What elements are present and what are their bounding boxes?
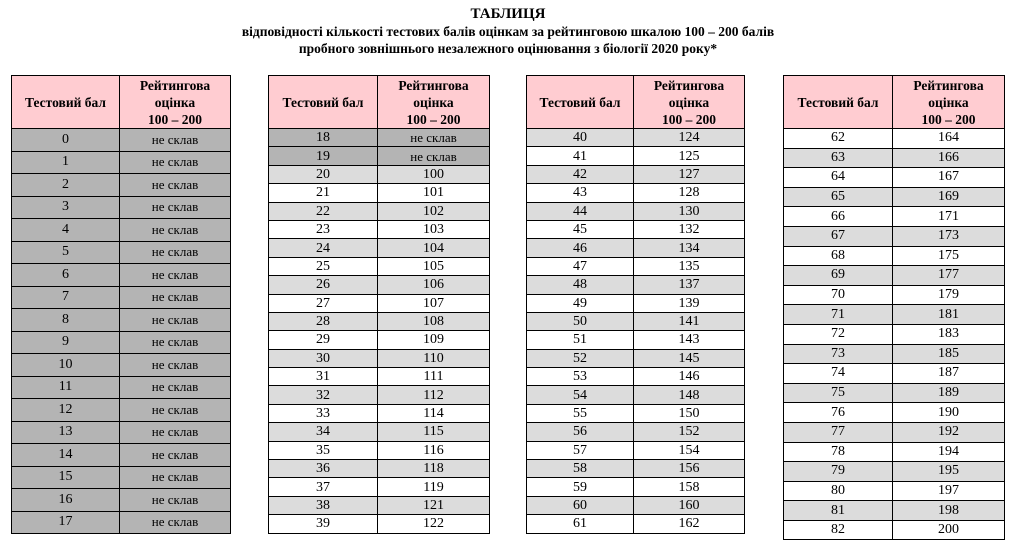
rating-score-cell: 114 xyxy=(378,404,490,422)
test-score-cell: 7 xyxy=(12,286,120,309)
rating-score-cell: 135 xyxy=(634,257,745,275)
table-row xyxy=(12,309,231,332)
table-row xyxy=(784,403,1005,423)
header-test-score: Тестовий бал xyxy=(12,76,120,129)
rating-score-cell: 177 xyxy=(893,266,1005,286)
table-row xyxy=(784,129,1005,149)
table-row xyxy=(269,368,490,386)
rating-score-cell: не склав xyxy=(378,129,490,147)
rating-score-cell: не склав xyxy=(120,286,231,309)
rating-score-cell: 141 xyxy=(634,312,745,330)
table-header-row xyxy=(784,76,1005,129)
table-row xyxy=(784,383,1005,403)
table-row xyxy=(784,148,1005,168)
table-row xyxy=(784,344,1005,364)
test-score-cell: 16 xyxy=(12,489,120,512)
test-score-cell: 53 xyxy=(527,368,634,386)
table-row xyxy=(784,364,1005,384)
test-score-cell: 23 xyxy=(269,220,378,238)
test-score-cell: 22 xyxy=(269,202,378,220)
test-score-cell: 6 xyxy=(12,264,120,287)
table-row xyxy=(12,241,231,264)
rating-score-cell: 139 xyxy=(634,294,745,312)
table-row xyxy=(784,187,1005,207)
test-score-cell: 48 xyxy=(527,276,634,294)
test-score-cell: 38 xyxy=(269,496,378,514)
test-score-cell: 54 xyxy=(527,386,634,404)
test-score-cell: 28 xyxy=(269,312,378,330)
table-row xyxy=(269,386,490,404)
table-row xyxy=(269,165,490,183)
test-score-cell: 8 xyxy=(12,309,120,332)
test-score-cell: 9 xyxy=(12,331,120,354)
test-score-cell: 12 xyxy=(12,399,120,422)
test-score-cell: 1 xyxy=(12,151,120,174)
test-score-cell: 58 xyxy=(527,460,634,478)
rating-score-cell: 110 xyxy=(378,349,490,367)
test-score-cell: 49 xyxy=(527,294,634,312)
subtitle-line-2: пробного зовнішнього незалежного оцінювання з біології 2020 року* xyxy=(298,41,718,56)
rating-score-cell: 164 xyxy=(893,129,1005,149)
rating-score-cell: 115 xyxy=(378,423,490,441)
table-row xyxy=(784,481,1005,501)
table-row xyxy=(12,489,231,512)
score-table-3 xyxy=(526,75,745,534)
test-score-cell: 33 xyxy=(269,404,378,422)
test-score-cell: 82 xyxy=(784,520,893,540)
score-table-1 xyxy=(11,75,231,534)
table-header-row xyxy=(527,76,745,129)
rating-score-cell: не склав xyxy=(378,147,490,165)
test-score-cell: 25 xyxy=(269,257,378,275)
header-test-score: Тестовий бал xyxy=(784,76,893,129)
test-score-cell: 34 xyxy=(269,423,378,441)
rating-score-cell: 183 xyxy=(893,324,1005,344)
rating-score-cell: 158 xyxy=(634,478,745,496)
rating-score-cell: 103 xyxy=(378,220,490,238)
test-score-cell: 74 xyxy=(784,364,893,384)
table-row xyxy=(527,423,745,441)
rating-score-cell: 162 xyxy=(634,515,745,533)
table-row xyxy=(269,312,490,330)
table-row xyxy=(12,286,231,309)
rating-score-cell: 127 xyxy=(634,165,745,183)
rating-score-cell: не склав xyxy=(120,511,231,534)
table-row xyxy=(269,460,490,478)
table-header-row xyxy=(12,76,231,129)
test-score-cell: 4 xyxy=(12,219,120,242)
test-score-cell: 31 xyxy=(269,368,378,386)
rating-score-cell: 100 xyxy=(378,165,490,183)
rating-score-cell: 116 xyxy=(378,441,490,459)
rating-score-cell: не склав xyxy=(120,196,231,219)
subtitle-line-1: відповідності кількості тестових балів оцінкам за рейтинговою шкалою 100 – 200 балів xyxy=(241,24,775,39)
table-row xyxy=(269,349,490,367)
table-row xyxy=(527,515,745,533)
score-table-4 xyxy=(783,75,1005,540)
table-row xyxy=(784,266,1005,286)
rating-score-cell: не склав xyxy=(120,489,231,512)
rating-score-cell: 197 xyxy=(893,481,1005,501)
rating-score-cell: 146 xyxy=(634,368,745,386)
rating-score-cell: 132 xyxy=(634,220,745,238)
table-row xyxy=(269,441,490,459)
score-table-2 xyxy=(268,75,490,534)
test-score-cell: 20 xyxy=(269,165,378,183)
test-score-cell: 43 xyxy=(527,184,634,202)
table-row xyxy=(527,257,745,275)
header-test-score: Тестовий бал xyxy=(269,76,378,129)
rating-score-cell: не склав xyxy=(120,309,231,332)
header-rating-line: оцінка xyxy=(668,94,710,110)
rating-score-cell: 102 xyxy=(378,202,490,220)
table-row xyxy=(12,399,231,422)
rating-score-cell: не склав xyxy=(120,444,231,467)
rating-score-cell: 167 xyxy=(893,168,1005,188)
header-rating-line: оцінка xyxy=(154,94,196,110)
rating-score-cell: 118 xyxy=(378,460,490,478)
header-rating-line: 100 – 200 xyxy=(148,111,202,127)
rating-score-cell: 190 xyxy=(893,403,1005,423)
test-score-cell: 71 xyxy=(784,305,893,325)
table-row xyxy=(12,354,231,377)
rating-score-cell: не склав xyxy=(120,421,231,444)
test-score-cell: 37 xyxy=(269,478,378,496)
table-row xyxy=(12,511,231,534)
rating-score-cell: не склав xyxy=(120,129,231,152)
table-row xyxy=(527,478,745,496)
test-score-cell: 46 xyxy=(527,239,634,257)
test-score-cell: 61 xyxy=(527,515,634,533)
table-row xyxy=(784,442,1005,462)
table-row xyxy=(527,202,745,220)
rating-score-cell: не склав xyxy=(120,219,231,242)
table-row xyxy=(784,226,1005,246)
header-rating-line: Рейтингова xyxy=(398,77,469,93)
test-score-cell: 11 xyxy=(12,376,120,399)
rating-score-cell: 130 xyxy=(634,202,745,220)
table-row xyxy=(12,264,231,287)
rating-score-cell: 169 xyxy=(893,187,1005,207)
header-rating-line: 100 – 200 xyxy=(921,111,976,127)
table-row xyxy=(527,386,745,404)
rating-score-cell: 148 xyxy=(634,386,745,404)
test-score-cell: 78 xyxy=(784,442,893,462)
rating-score-cell: 137 xyxy=(634,276,745,294)
test-score-cell: 80 xyxy=(784,481,893,501)
test-score-cell: 27 xyxy=(269,294,378,312)
header-rating-line: 100 – 200 xyxy=(662,111,716,127)
rating-score-cell: не склав xyxy=(120,354,231,377)
test-score-cell: 75 xyxy=(784,383,893,403)
rating-score-cell: 195 xyxy=(893,462,1005,482)
rating-score-cell: 150 xyxy=(634,404,745,422)
test-score-cell: 76 xyxy=(784,403,893,423)
table-row xyxy=(269,147,490,165)
test-score-cell: 69 xyxy=(784,266,893,286)
test-score-cell: 81 xyxy=(784,501,893,521)
rating-score-cell: 145 xyxy=(634,349,745,367)
test-score-cell: 32 xyxy=(269,386,378,404)
table-row xyxy=(269,423,490,441)
rating-score-cell: 156 xyxy=(634,460,745,478)
test-score-cell: 14 xyxy=(12,444,120,467)
rating-score-cell: не склав xyxy=(120,466,231,489)
table-row xyxy=(12,219,231,242)
header-rating-line: оцінка xyxy=(928,94,969,110)
rating-score-cell: 108 xyxy=(378,312,490,330)
rating-score-cell: 119 xyxy=(378,478,490,496)
rating-score-cell: 152 xyxy=(634,423,745,441)
table-row xyxy=(269,294,490,312)
table-row xyxy=(527,165,745,183)
rating-score-cell: не склав xyxy=(120,174,231,197)
rating-score-cell: 101 xyxy=(378,184,490,202)
test-score-cell: 41 xyxy=(527,147,634,165)
table-row xyxy=(269,404,490,422)
table-row xyxy=(527,368,745,386)
rating-score-cell: 185 xyxy=(893,344,1005,364)
table-row xyxy=(12,421,231,444)
header-rating-line: оцінка xyxy=(413,94,454,110)
table-row xyxy=(784,285,1005,305)
rating-score-cell: 171 xyxy=(893,207,1005,227)
test-score-cell: 64 xyxy=(784,168,893,188)
table-row xyxy=(12,196,231,219)
test-score-cell: 19 xyxy=(269,147,378,165)
header-rating-line: Рейтингова xyxy=(913,77,984,93)
table-row xyxy=(784,520,1005,540)
table-row xyxy=(269,184,490,202)
rating-score-cell: 125 xyxy=(634,147,745,165)
test-score-cell: 3 xyxy=(12,196,120,219)
table-row xyxy=(784,324,1005,344)
table-row xyxy=(12,466,231,489)
rating-score-cell: 128 xyxy=(634,184,745,202)
test-score-cell: 5 xyxy=(12,241,120,264)
test-score-cell: 79 xyxy=(784,462,893,482)
test-score-cell: 52 xyxy=(527,349,634,367)
rating-score-cell: 187 xyxy=(893,364,1005,384)
table-row xyxy=(527,441,745,459)
rating-score-cell: не склав xyxy=(120,241,231,264)
test-score-cell: 72 xyxy=(784,324,893,344)
table-row xyxy=(269,276,490,294)
test-score-cell: 66 xyxy=(784,207,893,227)
table-row xyxy=(269,515,490,533)
rating-score-cell: 175 xyxy=(893,246,1005,266)
rating-score-cell: 179 xyxy=(893,285,1005,305)
rating-score-cell: 173 xyxy=(893,226,1005,246)
table-row xyxy=(269,202,490,220)
header-rating-line: 100 – 200 xyxy=(406,111,461,127)
table-row xyxy=(527,294,745,312)
test-score-cell: 62 xyxy=(784,129,893,149)
header-rating-score xyxy=(120,76,231,129)
rating-score-cell: 189 xyxy=(893,383,1005,403)
test-score-cell: 44 xyxy=(527,202,634,220)
table-row xyxy=(269,129,490,147)
table-row xyxy=(527,349,745,367)
test-score-cell: 0 xyxy=(12,129,120,152)
table-row xyxy=(527,129,745,147)
table-row xyxy=(527,276,745,294)
test-score-cell: 15 xyxy=(12,466,120,489)
table-row xyxy=(784,305,1005,325)
table-row xyxy=(269,496,490,514)
rating-score-cell: 121 xyxy=(378,496,490,514)
table-row xyxy=(12,376,231,399)
table-row xyxy=(12,444,231,467)
rating-score-cell: не склав xyxy=(120,376,231,399)
rating-score-cell: 192 xyxy=(893,422,1005,442)
rating-score-cell: 112 xyxy=(378,386,490,404)
rating-score-cell: 166 xyxy=(893,148,1005,168)
table-row xyxy=(527,239,745,257)
rating-score-cell: не склав xyxy=(120,399,231,422)
table-row xyxy=(784,207,1005,227)
test-score-cell: 35 xyxy=(269,441,378,459)
test-score-cell: 50 xyxy=(527,312,634,330)
test-score-cell: 45 xyxy=(527,220,634,238)
test-score-cell: 47 xyxy=(527,257,634,275)
table-row xyxy=(269,257,490,275)
header-rating-line: Рейтингова xyxy=(139,77,211,93)
test-score-cell: 51 xyxy=(527,331,634,349)
rating-score-cell: 111 xyxy=(378,368,490,386)
rating-score-cell: 200 xyxy=(893,520,1005,540)
table-header-row xyxy=(269,76,490,129)
test-score-cell: 30 xyxy=(269,349,378,367)
test-score-cell: 57 xyxy=(527,441,634,459)
test-score-cell: 10 xyxy=(12,354,120,377)
test-score-cell: 2 xyxy=(12,174,120,197)
test-score-cell: 36 xyxy=(269,460,378,478)
table-row xyxy=(527,331,745,349)
test-score-cell: 56 xyxy=(527,423,634,441)
rating-score-cell: 160 xyxy=(634,496,745,514)
table-row xyxy=(269,220,490,238)
page-title: ТАБЛИЦЯ xyxy=(470,6,546,22)
test-score-cell: 39 xyxy=(269,515,378,533)
table-row xyxy=(12,151,231,174)
table-row xyxy=(784,462,1005,482)
test-score-cell: 18 xyxy=(269,129,378,147)
table-row xyxy=(527,147,745,165)
table-row xyxy=(12,129,231,152)
header-rating-line: Рейтингова xyxy=(653,77,725,93)
test-score-cell: 29 xyxy=(269,331,378,349)
rating-score-cell: 106 xyxy=(378,276,490,294)
rating-score-cell: 134 xyxy=(634,239,745,257)
table-row xyxy=(12,331,231,354)
table-row xyxy=(12,174,231,197)
test-score-cell: 40 xyxy=(527,129,634,147)
table-row xyxy=(527,460,745,478)
table-row xyxy=(784,501,1005,521)
table-row xyxy=(527,312,745,330)
header-rating-score xyxy=(893,76,1005,129)
rating-score-cell: 107 xyxy=(378,294,490,312)
rating-score-cell: 154 xyxy=(634,441,745,459)
test-score-cell: 26 xyxy=(269,276,378,294)
test-score-cell: 24 xyxy=(269,239,378,257)
rating-score-cell: 122 xyxy=(378,515,490,533)
rating-score-cell: 105 xyxy=(378,257,490,275)
table-row xyxy=(784,168,1005,188)
table-row xyxy=(527,220,745,238)
table-row xyxy=(269,478,490,496)
table-row xyxy=(269,239,490,257)
header-test-score: Тестовий бал xyxy=(527,76,634,129)
table-row xyxy=(269,331,490,349)
test-score-cell: 21 xyxy=(269,184,378,202)
table-row xyxy=(784,246,1005,266)
header-rating-score xyxy=(634,76,745,129)
table-row xyxy=(527,404,745,422)
table-row xyxy=(527,496,745,514)
table-row xyxy=(784,422,1005,442)
rating-score-cell: не склав xyxy=(120,151,231,174)
test-score-cell: 60 xyxy=(527,496,634,514)
rating-score-cell: не склав xyxy=(120,331,231,354)
rating-score-cell: 181 xyxy=(893,305,1005,325)
rating-score-cell: не склав xyxy=(120,264,231,287)
test-score-cell: 70 xyxy=(784,285,893,305)
rating-score-cell: 124 xyxy=(634,129,745,147)
test-score-cell: 17 xyxy=(12,511,120,534)
rating-score-cell: 198 xyxy=(893,501,1005,521)
test-score-cell: 68 xyxy=(784,246,893,266)
rating-score-cell: 143 xyxy=(634,331,745,349)
test-score-cell: 65 xyxy=(784,187,893,207)
test-score-cell: 63 xyxy=(784,148,893,168)
test-score-cell: 55 xyxy=(527,404,634,422)
table-row xyxy=(527,184,745,202)
test-score-cell: 67 xyxy=(784,226,893,246)
rating-score-cell: 104 xyxy=(378,239,490,257)
test-score-cell: 59 xyxy=(527,478,634,496)
header-rating-score xyxy=(378,76,490,129)
test-score-cell: 73 xyxy=(784,344,893,364)
rating-score-cell: 194 xyxy=(893,442,1005,462)
test-score-cell: 77 xyxy=(784,422,893,442)
rating-score-cell: 109 xyxy=(378,331,490,349)
test-score-cell: 13 xyxy=(12,421,120,444)
test-score-cell: 42 xyxy=(527,165,634,183)
